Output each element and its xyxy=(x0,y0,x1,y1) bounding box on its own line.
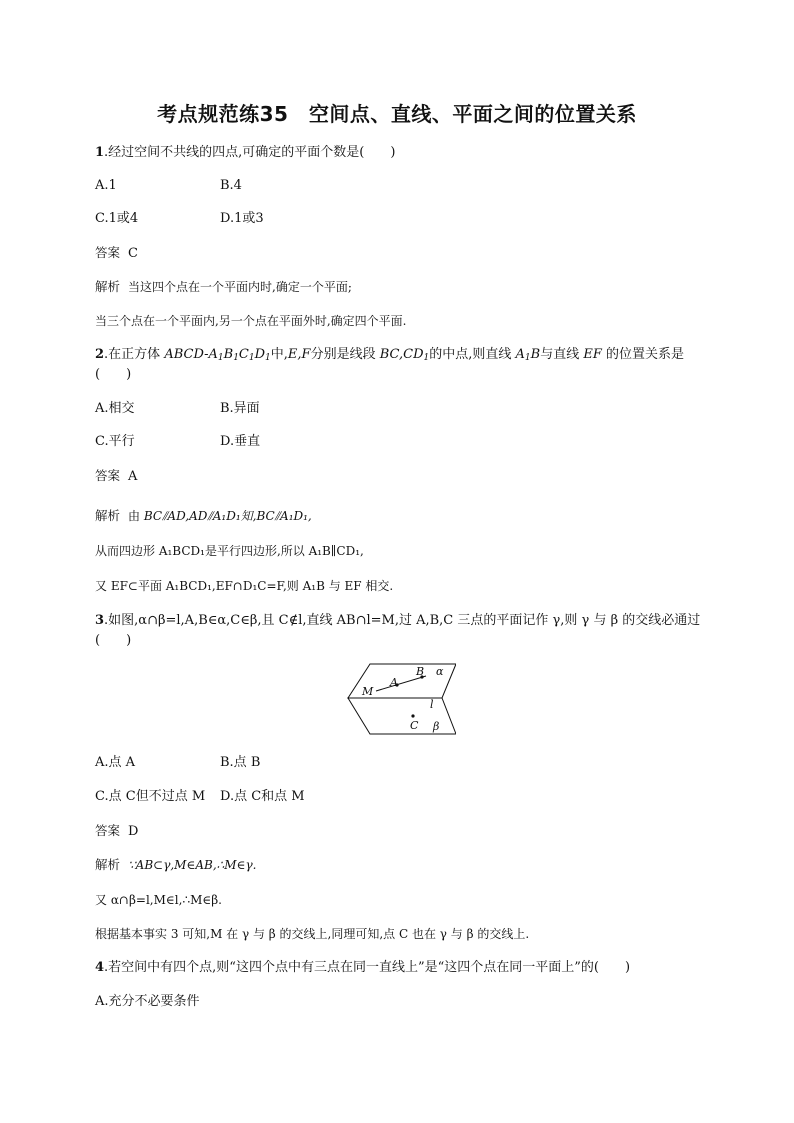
label-alpha: α xyxy=(436,665,444,678)
q2-analysis-line-1: BC⫽AD,AD⫽A₁D₁知,BC⫽A₁D₁, xyxy=(143,509,312,523)
q2-analysis-line-2: 从而四边形 A₁BCD₁是平行四边形,所以 A₁B∥CD₁, xyxy=(95,544,364,558)
q2-option-d: D.垂直 xyxy=(220,434,261,449)
page-title: 考点规范练35 空间点、直线、平面之间的位置关系 xyxy=(157,102,637,126)
q4-number: 4 xyxy=(95,960,105,975)
q1-option-c: C.1或4 xyxy=(95,211,139,226)
q2-answer-value: A xyxy=(128,469,138,484)
q2-cube-name: ABCD-$A_1B_1C_1D_1$ xyxy=(164,347,271,363)
q2-points-ef: E,F xyxy=(287,347,311,362)
q1-stem xyxy=(95,144,395,162)
q2-number: 2 xyxy=(95,347,105,362)
analysis-label: 解析 xyxy=(95,279,121,294)
label-beta: β xyxy=(433,720,440,733)
q3-answer xyxy=(95,822,138,841)
q1-number: 1 xyxy=(95,145,105,160)
label-a: A xyxy=(390,676,398,689)
q1-option-b: B.4 xyxy=(220,178,242,193)
analysis-label: 解析 xyxy=(95,857,121,872)
q2-line-ef: EF xyxy=(583,347,602,362)
q4-option-a: A.充分不必要条件 xyxy=(95,994,200,1009)
q1-option-d: D.1或3 xyxy=(220,211,264,226)
label-l: l xyxy=(430,698,434,711)
q2-line-a1b: $A_1B$ xyxy=(515,347,541,363)
q2-stem-part: .在正方体 xyxy=(104,347,165,362)
q3-answer-value: D xyxy=(128,824,139,839)
q2-stem-part: 的中点,则直线 xyxy=(429,347,516,362)
q4-stem xyxy=(95,959,630,977)
q1-analysis-line-2: 当三个点在一个平面内,另一个点在平面外时,确定四个平面. xyxy=(95,314,407,328)
q2-stem xyxy=(95,346,684,364)
q2-analysis-1 xyxy=(95,507,312,525)
plane-beta xyxy=(348,698,456,734)
answer-label: 答案 xyxy=(95,823,121,838)
q3-analysis-line-3: 根据基本事实 3 可知,M 在 γ 与 β 的交线上,同理可知,点 C 也在 γ 与 β 的交线上. xyxy=(95,927,530,941)
analysis-label: 解析 xyxy=(95,508,121,523)
q2-analysis-line-3: 又 EF⊂平面 A₁BCD₁,EF∩D₁C=F,则 A₁B 与 EF 相交. xyxy=(95,579,394,593)
q3-number: 3 xyxy=(95,613,105,628)
q2-stem-part: 中, xyxy=(270,347,288,362)
q2-segments: $BC,CD_1$ xyxy=(379,347,430,363)
q1-answer xyxy=(95,244,138,263)
q2-stem-paren: ( ) xyxy=(95,367,132,382)
answer-label: 答案 xyxy=(95,245,121,260)
q3-analysis-line-1: ∵AB⊂γ,M∈AB,∴M∈γ. xyxy=(128,858,257,872)
answer-label: 答案 xyxy=(95,468,121,483)
q1-analysis-1 xyxy=(95,278,352,296)
q1-option-a: A.1 xyxy=(95,178,117,193)
q3-option-b: B.点 B xyxy=(220,755,261,770)
q2-stem-part: 与直线 xyxy=(540,347,584,362)
q3-option-d: D.点 C和点 M xyxy=(220,789,305,804)
q1-stem-text: .经过空间不共线的四点,可确定的平面个数是( ) xyxy=(104,145,396,160)
q2-option-b: B.异面 xyxy=(220,401,260,416)
q4-stem-text: .若空间中有四个点,则“这四个点中有三点在同一直线上”是“这四个点在同一平面上”的( ) xyxy=(104,960,631,975)
q2-option-c: C.平行 xyxy=(95,434,135,449)
point-c-dot xyxy=(411,714,414,717)
label-c: C xyxy=(410,719,419,732)
q1-analysis-line-1: 当这四个点在一个平面内时,确定一个平面; xyxy=(128,280,352,294)
q2-analysis-prefix: 由 xyxy=(128,509,144,523)
q3-option-a: A.点 A xyxy=(95,755,136,770)
q2-stem-part: 的位置关系是 xyxy=(601,347,684,362)
label-b: B xyxy=(416,665,425,678)
q3-stem-paren: ( ) xyxy=(95,633,132,648)
line-ab xyxy=(376,676,426,691)
label-m: M xyxy=(362,685,374,698)
planes-figure xyxy=(340,658,456,738)
q2-segments-text: BC,CD xyxy=(379,347,424,362)
q3-stem xyxy=(95,612,700,630)
q3-stem-text: .如图,α∩β=l,A,B∈α,C∈β,且 C∉l,直线 AB∩l=M,过 A,B,C 三点的平面记作 γ,则 γ 与 β 的交线必通过 xyxy=(104,613,701,628)
q3-analysis-1 xyxy=(95,856,256,874)
q2-stem-part: 分别是线段 xyxy=(310,347,380,362)
q3-option-c: C.点 C但不过点 M xyxy=(95,789,206,804)
q3-analysis-line-2: 又 α∩β=l,M∈l,∴M∈β. xyxy=(95,893,222,907)
q2-option-a: A.相交 xyxy=(95,401,135,416)
q1-answer-value: C xyxy=(128,246,138,261)
q2-cube-text: ABCD-A xyxy=(164,347,218,362)
q2-answer xyxy=(95,467,137,486)
